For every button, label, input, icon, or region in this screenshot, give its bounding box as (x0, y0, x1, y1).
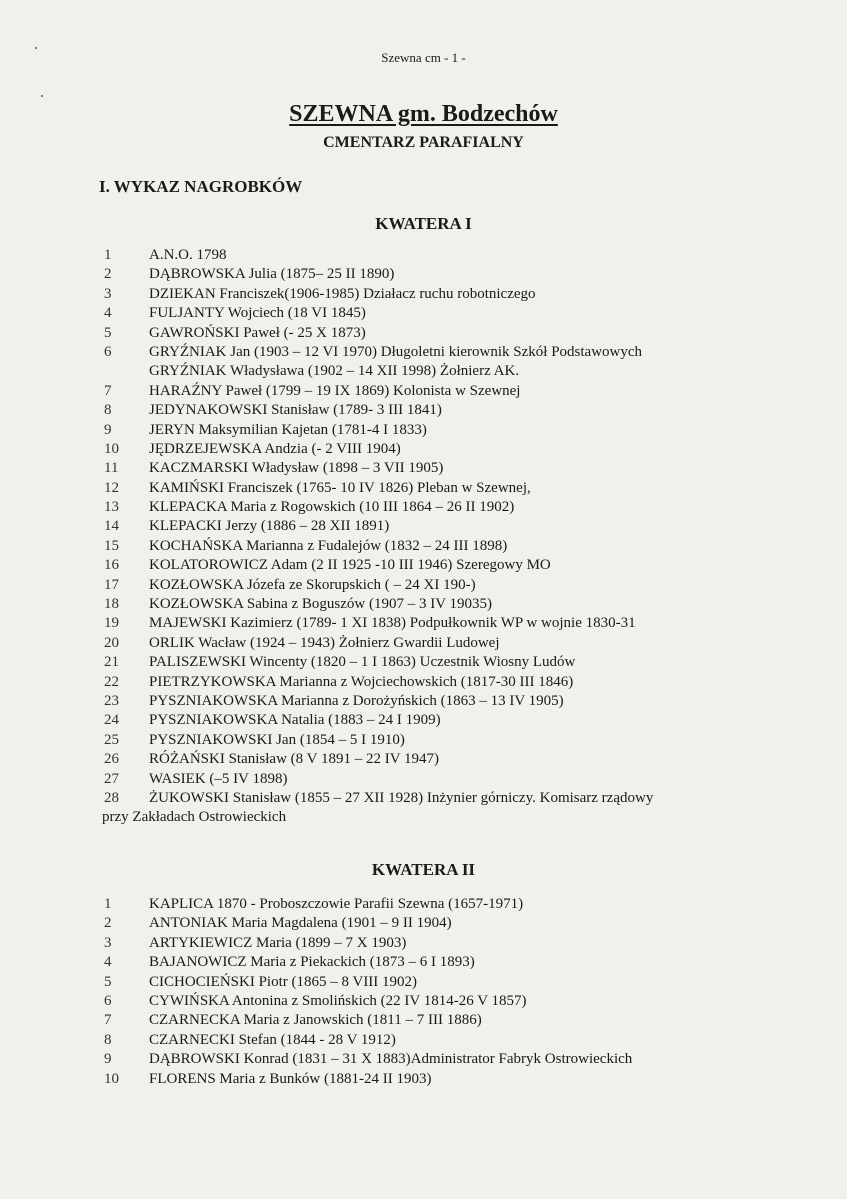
list-item (0, 285, 847, 304)
list-item (0, 517, 847, 536)
list-item (0, 479, 847, 498)
list-item (0, 1050, 847, 1069)
list-item (0, 343, 847, 362)
list-item (0, 634, 847, 653)
item-text: BAJANOWICZ Maria z Piekackich (1873 – 6 I 1893) (149, 954, 475, 971)
item-text: A.N.O. 1798 (149, 247, 227, 263)
item-number: 4 (104, 305, 112, 322)
item-text: ARTYKIEWICZ Maria (1899 – 7 X 1903) (149, 934, 407, 951)
item-text: JEDYNAKOWSKI Stanisław (1789- 3 III 1841) (149, 402, 442, 419)
item-text: FULJANTY Wojciech (18 VI 1845) (149, 305, 366, 322)
item-text: PIETRZYKOWSKA Marianna z Wojciechowskich (1817-30 III 1846) (149, 673, 574, 690)
list-item (0, 770, 847, 789)
item-text: KLEPACKI Jerzy (1886 – 28 XII 1891) (149, 518, 390, 535)
list-item (0, 324, 847, 343)
item-number: 15 (104, 537, 119, 554)
item-number: 27 (104, 770, 119, 787)
item-number: 9 (104, 421, 112, 438)
list-item (0, 614, 847, 633)
scan-speck (35, 47, 37, 49)
item-number: 8 (104, 402, 112, 419)
item-number: 25 (104, 731, 119, 748)
item-text: KOLATOROWICZ Adam (2 II 1925 -10 III 1946) Szeregowy MO (149, 557, 551, 574)
item-number: 7 (104, 1012, 112, 1029)
kwatera-2-heading: KWATERA II (371, 860, 476, 879)
list-item (0, 914, 847, 933)
item-text: KOZŁOWSKA Józefa ze Skorupskich ( – 24 XI 190-) (149, 576, 476, 593)
item-number: 9 (104, 1051, 112, 1068)
section-heading: I. WYKAZ NAGROBKÓW (99, 177, 303, 196)
item-text: ANTONIAK Maria Magdalena (1901 – 9 II 1904) (149, 915, 452, 932)
list-item (0, 1070, 847, 1089)
list-item (0, 992, 847, 1011)
item-text: CZARNECKA Maria z Janowskich (1811 – 7 III 1886) (149, 1012, 482, 1029)
item-number: 14 (104, 518, 119, 535)
kwatera-2-list (0, 895, 847, 1089)
list-item (0, 421, 847, 440)
item-text: KLEPACKA Maria z Rogowskich (10 III 1864 – 26 II 1902) (149, 499, 515, 516)
item-text: DĄBROWSKA Julia (1875– 25 II 1890) (149, 266, 395, 283)
list-item (0, 789, 847, 808)
item-number: 23 (104, 692, 119, 709)
list-item (0, 304, 847, 323)
list-item (0, 576, 847, 595)
item-continuation-text: przy Zakładach Ostrowieckich (102, 809, 287, 826)
list-item (0, 362, 847, 381)
list-item (0, 653, 847, 672)
list-item (0, 711, 847, 730)
scan-speck (41, 95, 43, 97)
item-number: 12 (104, 479, 119, 496)
list-item (0, 953, 847, 972)
list-item (0, 246, 847, 265)
item-text: KAPLICA 1870 - Proboszczowie Parafii Szewna (1657-1971) (149, 896, 524, 912)
list-item (0, 895, 847, 914)
list-item (0, 731, 847, 750)
item-text: CICHOCIEŃSKI Piotr (1865 – 8 VIII 1902) (149, 973, 418, 990)
item-number: 28 (104, 789, 119, 806)
item-number: 19 (104, 615, 119, 632)
list-item (0, 1011, 847, 1030)
item-text: PYSZNIAKOWSKI Jan (1854 – 5 I 1910) (149, 731, 405, 748)
item-text: JERYN Maksymilian Kajetan (1781-4 I 1833) (149, 421, 427, 438)
item-text: RÓŻAŃSKI Stanisław (8 V 1891 – 22 IV 1947) (149, 751, 440, 768)
kwatera-1-heading: KWATERA I (375, 214, 472, 233)
list-item (0, 401, 847, 420)
item-number: 10 (104, 1070, 119, 1087)
list-item (0, 973, 847, 992)
item-number: 11 (104, 460, 119, 477)
item-number: 6 (104, 992, 112, 1009)
list-item (0, 537, 847, 556)
item-number: 17 (104, 576, 119, 593)
item-number: 4 (104, 954, 112, 971)
item-text: ORLIK Wacław (1924 – 1943) Żołnierz Gwardii Ludowej (149, 634, 500, 651)
item-text: KOCHAŃSKA Marianna z Fudalejów (1832 – 24 III 1898) (149, 537, 508, 554)
item-text: KOZŁOWSKA Sabina z Boguszów (1907 – 3 IV 19035) (149, 596, 493, 613)
list-item-continuation (0, 808, 847, 827)
item-number: 5 (104, 973, 112, 990)
list-item (0, 595, 847, 614)
item-number: 2 (104, 266, 112, 283)
item-number: 3 (104, 285, 112, 302)
list-item (0, 498, 847, 517)
item-number: 5 (104, 324, 112, 341)
kwatera-1-list (0, 246, 847, 828)
item-text: GRYŹNIAK Władysława (1902 – 14 XII 1998) Żołnierz AK. (149, 363, 520, 380)
item-number: 22 (104, 673, 119, 690)
item-text: GAWROŃSKI Paweł (- 25 X 1873) (149, 324, 366, 341)
page-header: Szewna cm - 1 - (381, 50, 466, 65)
item-text: WASIEK (–5 IV 1898) (149, 770, 288, 787)
page-title: SZEWNA gm. Bodzechów (289, 101, 558, 127)
item-text: CZARNECKI Stefan (1844 - 28 V 1912) (149, 1031, 396, 1048)
item-number: 18 (104, 596, 119, 613)
item-number: 8 (104, 1031, 112, 1048)
item-text: ŻUKOWSKI Stanisław (1855 – 27 XII 1928) Inżynier górniczy. Komisarz rządowy (149, 789, 654, 806)
item-number: 1 (104, 896, 112, 912)
list-item (0, 382, 847, 401)
item-text: HARAŹNY Paweł (1799 – 19 IX 1869) Kolonista w Szewnej (149, 382, 521, 399)
item-number: 16 (104, 557, 119, 574)
item-number: 6 (104, 343, 112, 360)
list-item (0, 265, 847, 284)
list-item (0, 459, 847, 478)
item-text: KACZMARSKI Władysław (1898 – 3 VII 1905) (149, 460, 444, 477)
item-number: 21 (104, 654, 119, 671)
list-item (0, 440, 847, 459)
item-text: PYSZNIAKOWSKA Marianna z Dorożyńskich (1863 – 13 IV 1905) (149, 692, 564, 709)
item-number: 2 (104, 915, 112, 932)
page-subtitle: CMENTARZ PARAFIALNY (323, 134, 524, 151)
item-number: 26 (104, 751, 119, 768)
item-number: 3 (104, 934, 112, 951)
item-number: 7 (104, 382, 112, 399)
item-text: KAMIŃSKI Franciszek (1765- 10 IV 1826) Pleban w Szewnej, (149, 479, 531, 496)
item-text: DZIEKAN Franciszek(1906-1985) Działacz ruchu robotniczego (149, 285, 536, 302)
item-text: PALISZEWSKI Wincenty (1820 – 1 I 1863) Uczestnik Wiosny Ludów (149, 654, 576, 671)
list-item (0, 1031, 847, 1050)
item-number: 13 (104, 499, 119, 516)
item-number: 1 (104, 247, 112, 263)
list-item (0, 934, 847, 953)
list-item (0, 692, 847, 711)
item-text: CYWIŃSKA Antonina z Smolińskich (22 IV 1814-26 V 1857) (149, 992, 527, 1009)
item-text: FLORENS Maria z Bunków (1881-24 II 1903) (149, 1070, 432, 1087)
item-text: GRYŹNIAK Jan (1903 – 12 VI 1970) Długoletni kierownik Szkół Podstawowych (149, 343, 643, 360)
item-number: 10 (104, 440, 119, 457)
list-item (0, 556, 847, 575)
item-text: JĘDRZEJEWSKA Andzia (- 2 VIII 1904) (149, 440, 401, 457)
item-text: DĄBROWSKI Konrad (1831 – 31 X 1883)Administrator Fabryk Ostrowieckich (149, 1051, 633, 1068)
list-item (0, 673, 847, 692)
list-item (0, 750, 847, 769)
item-number: 20 (104, 634, 119, 651)
item-text: MAJEWSKI Kazimierz (1789- 1 XI 1838) Podpułkownik WP w wojnie 1830-31 (149, 615, 636, 632)
item-text: PYSZNIAKOWSKA Natalia (1883 – 24 I 1909) (149, 712, 441, 729)
item-number: 24 (104, 712, 119, 729)
